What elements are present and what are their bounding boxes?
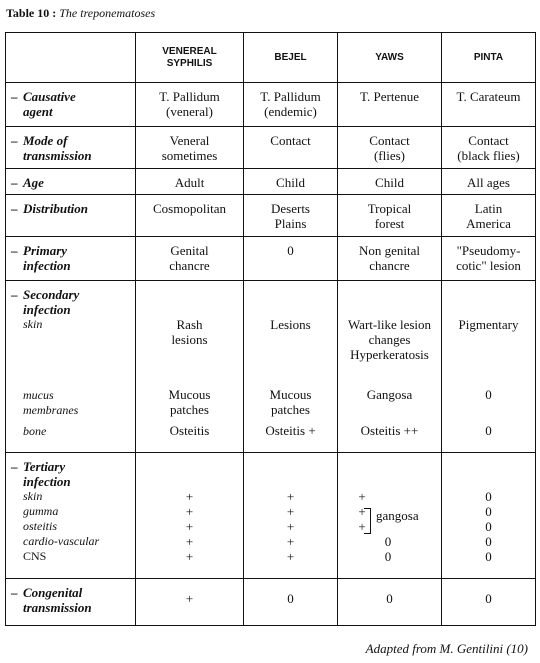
row-causative-agent xyxy=(6,83,536,127)
sub-membranes: membranes xyxy=(23,403,79,417)
cell-bejel-distribution: Deserts Plains xyxy=(244,195,338,237)
header-venereal-line1: VENEREAL xyxy=(162,45,217,57)
cell-pinta-agent: T. Carateum xyxy=(442,83,536,127)
cell-pinta-distribution: Latin America xyxy=(442,195,536,237)
label-age: – Age xyxy=(6,169,136,195)
cell-yaws-primary: Non genital chancre xyxy=(338,237,442,281)
cell-yaws-agent: T. Pertenue xyxy=(338,83,442,127)
table-caption xyxy=(6,6,155,21)
cell-syphilis-distribution: Cosmopolitan xyxy=(136,195,244,237)
row-secondary-infection xyxy=(6,281,536,453)
header-bejel: BEJEL xyxy=(244,33,338,83)
cell-syphilis-tertiary: + + + + + xyxy=(136,453,244,579)
header-venereal-line2: SYPHILIS xyxy=(166,57,213,69)
cell-bejel-mode: Contact xyxy=(244,127,338,169)
label-causative-agent: – Causative agent xyxy=(6,83,136,127)
cell-syphilis-age: Adult xyxy=(136,169,244,195)
treponematoses-table xyxy=(5,32,536,626)
cell-yaws-age: Child xyxy=(338,169,442,195)
label-distribution: – Distribution xyxy=(6,195,136,237)
cell-syphilis-secondary: Rash lesions Mucous patches Osteitis xyxy=(136,281,244,453)
row-distribution xyxy=(6,195,536,237)
header-empty xyxy=(6,33,136,83)
cell-yaws-mode: Contact (flies) xyxy=(338,127,442,169)
row-tertiary-infection xyxy=(6,453,536,579)
cell-pinta-secondary: Pigmentary 0 0 xyxy=(442,281,536,453)
cell-syphilis-primary: Genital chancre xyxy=(136,237,244,281)
cell-bejel-agent: T. Pallidum (endemic) xyxy=(244,83,338,127)
cell-yaws-secondary: Wart-like lesion changes Hyperkeratosis Gangosa Osteitis ++ xyxy=(338,281,442,453)
label-congenital-transmission: – Congenital transmission xyxy=(6,579,136,626)
caption-label: Table 10 : xyxy=(6,6,57,20)
cell-yaws-tertiary: + + + 0 0 gangosa xyxy=(338,453,442,579)
sub-skin: skin xyxy=(23,317,43,331)
source-credit: Adapted from M. Gentilini (10) xyxy=(365,641,528,656)
cell-pinta-primary: "Pseudomy- cotic" lesion xyxy=(442,237,536,281)
label-mode-of-transmission: – Mode of transmission xyxy=(6,127,136,169)
cell-pinta-mode: Contact (black flies) xyxy=(442,127,536,169)
cell-bejel-tertiary: + + + + + xyxy=(244,453,338,579)
header-row xyxy=(6,33,536,83)
cell-pinta-age: All ages xyxy=(442,169,536,195)
gangosa-bracket xyxy=(364,508,371,534)
header-pinta: PINTA xyxy=(442,33,536,83)
cell-bejel-age: Child xyxy=(244,169,338,195)
header-yaws: YAWS xyxy=(338,33,442,83)
cell-yaws-distribution: Tropical forest xyxy=(338,195,442,237)
header-venereal-syphilis xyxy=(136,33,244,83)
cell-yaws-congenital: 0 xyxy=(338,579,442,626)
sub-bone: bone xyxy=(23,424,47,438)
gangosa-label: gangosa xyxy=(376,508,419,523)
sub-mucus: mucus xyxy=(23,388,54,402)
caption-title: The treponematoses xyxy=(59,6,156,20)
row-mode-of-transmission xyxy=(6,127,536,169)
label-secondary-infection: – Secondary infection skin mucus membranes bone xyxy=(6,281,136,453)
cell-syphilis-agent: T. Pallidum (veneral) xyxy=(136,83,244,127)
cell-pinta-congenital: 0 xyxy=(442,579,536,626)
cell-bejel-congenital: 0 xyxy=(244,579,338,626)
cell-bejel-primary: 0 xyxy=(244,237,338,281)
label-tertiary-infection: – Tertiary infection skin gumma osteitis cardio-vascular CNS xyxy=(6,453,136,579)
cell-syphilis-congenital: + xyxy=(136,579,244,626)
cell-syphilis-mode: Veneral sometimes xyxy=(136,127,244,169)
row-age xyxy=(6,169,536,195)
cell-bejel-secondary: Lesions Mucous patches Osteitis + xyxy=(244,281,338,453)
row-congenital-transmission xyxy=(6,579,536,626)
label-primary-infection: – Primary infection xyxy=(6,237,136,281)
row-primary-infection xyxy=(6,237,536,281)
cell-pinta-tertiary: 0 0 0 0 0 xyxy=(442,453,536,579)
